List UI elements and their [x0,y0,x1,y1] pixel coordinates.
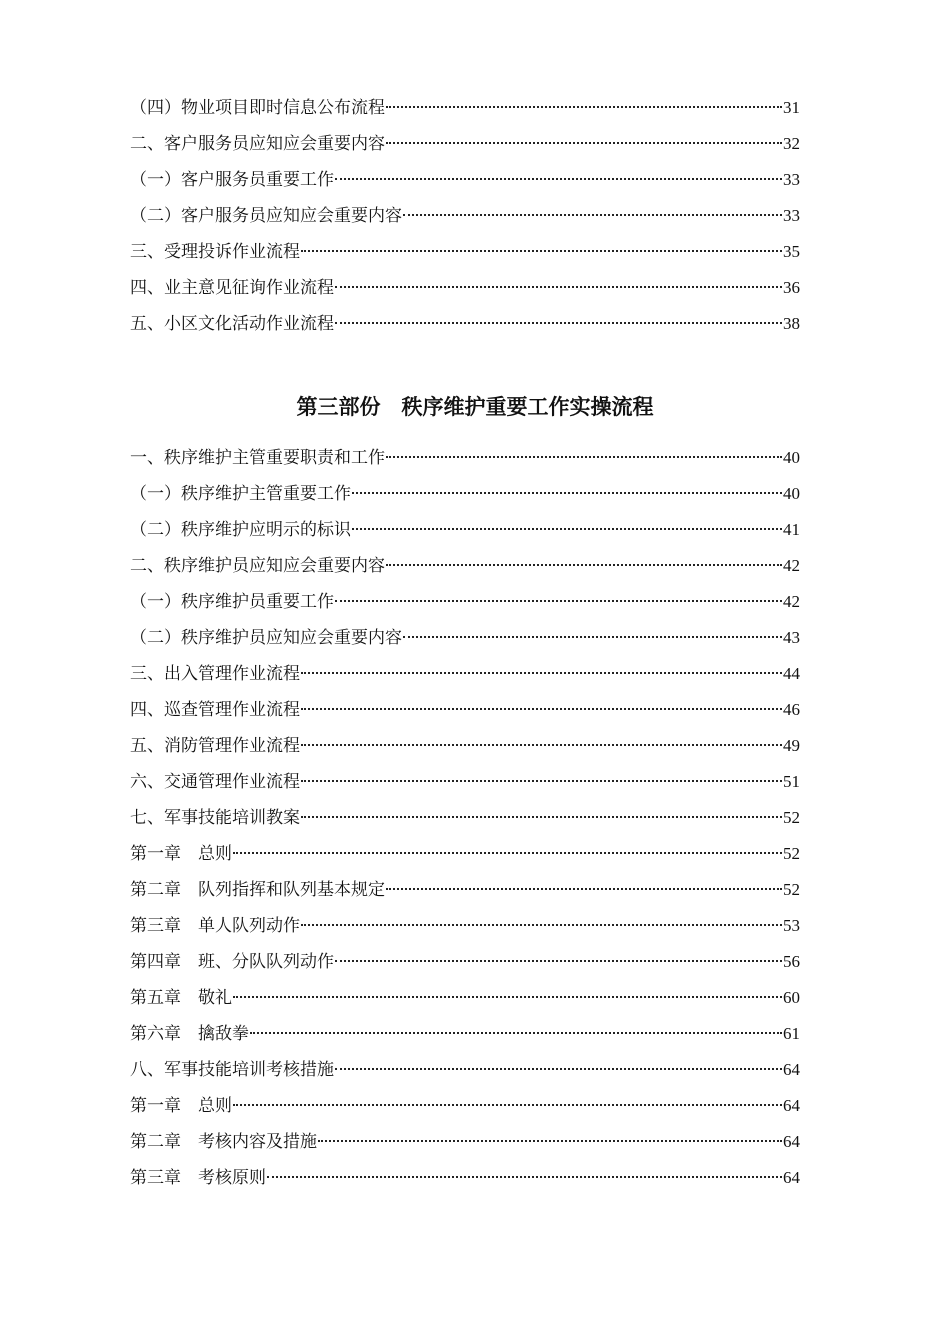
toc-entry-label: 二、客户服务员应知应会重要内容 [130,134,385,154]
toc-entry-label: 第二章 考核内容及措施 [130,1132,317,1152]
toc-entry-label: 一、秩序维护主管重要职责和工作 [130,448,385,468]
toc-entry-page-number: 64 [783,1168,800,1187]
toc-dot-leader [301,780,782,782]
toc-dot-leader [386,106,782,108]
toc-entry-page-number: 46 [783,700,800,719]
toc-entry[interactable] [130,1088,800,1124]
toc-entry[interactable] [130,198,800,234]
toc-entry-page-number: 42 [783,556,800,575]
toc-entry[interactable] [130,764,800,800]
toc-dot-leader [318,1140,782,1142]
toc-entry-label: 四、业主意见征询作业流程 [130,278,334,298]
toc-dot-leader [386,564,782,566]
toc-entry-page-number: 52 [783,844,800,863]
toc-entry-page-number: 61 [783,1024,800,1043]
toc-entry-label: 第一章 总则 [130,844,232,864]
toc-entry-page-number: 56 [783,952,800,971]
toc-dot-leader [233,1104,782,1106]
toc-entry[interactable] [130,1052,800,1088]
toc-entry[interactable] [130,980,800,1016]
toc-entry-page-number: 53 [783,916,800,935]
toc-entry-page-number: 42 [783,592,800,611]
toc-entry-label: （一）客户服务员重要工作 [130,170,334,190]
toc-entry[interactable] [130,908,800,944]
toc-entry[interactable] [130,162,800,198]
toc-dot-leader [335,322,782,324]
toc-entry[interactable] [130,476,800,512]
toc-entry-label: （一）秩序维护员重要工作 [130,592,334,612]
toc-entry-label: 第一章 总则 [130,1096,232,1116]
toc-dot-leader [352,528,782,530]
toc-entry-page-number: 40 [783,448,800,467]
toc-dot-leader [267,1176,782,1178]
toc-entry-page-number: 38 [783,314,800,333]
toc-entry-label: 第三章 考核原则 [130,1168,266,1188]
toc-entry-page-number: 33 [783,206,800,225]
toc-dot-leader [301,924,782,926]
toc-entry-label: 六、交通管理作业流程 [130,772,300,792]
toc-entry-page-number: 60 [783,988,800,1007]
toc-entry-page-number: 31 [783,98,800,117]
toc-entry-label: （二）秩序维护应明示的标识 [130,520,351,540]
toc-entry-page-number: 41 [783,520,800,539]
toc-dot-leader [301,816,782,818]
toc-entry-page-number: 36 [783,278,800,297]
toc-list-part-two-continued [130,90,800,342]
toc-entry-page-number: 51 [783,772,800,791]
toc-entry-label: 四、巡查管理作业流程 [130,700,300,720]
toc-dot-leader [386,888,782,890]
toc-entry-label: （二）秩序维护员应知应会重要内容 [130,628,402,648]
section-title: 第三部份 秩序维护重要工作实操流程 [296,395,654,419]
toc-entry-label: 八、军事技能培训考核措施 [130,1060,334,1080]
toc-entry-label: 五、消防管理作业流程 [130,736,300,756]
toc-entry[interactable] [130,548,800,584]
toc-entry-label: 第二章 队列指挥和队列基本规定 [130,880,385,900]
toc-entry-label: 七、军事技能培训教案 [130,808,300,828]
toc-dot-leader [301,708,782,710]
toc-dot-leader [335,178,782,180]
toc-entry-label: 三、受理投诉作业流程 [130,242,300,262]
toc-dot-leader [233,852,782,854]
toc-entry[interactable] [130,656,800,692]
toc-dot-leader [301,250,782,252]
toc-entry-page-number: 52 [783,880,800,899]
toc-dot-leader [403,214,782,216]
toc-entry[interactable] [130,872,800,908]
toc-entry-page-number: 52 [783,808,800,827]
toc-entry-label: 第六章 擒敌拳 [130,1024,249,1044]
toc-dot-leader [250,1032,782,1034]
toc-entry[interactable] [130,306,800,342]
toc-dot-leader [335,960,782,962]
toc-entry-page-number: 64 [783,1096,800,1115]
toc-entry-page-number: 43 [783,628,800,647]
toc-entry[interactable] [130,512,800,548]
toc-entry[interactable] [130,270,800,306]
toc-dot-leader [403,636,782,638]
toc-entry-page-number: 44 [783,664,800,683]
toc-list-part-three [130,440,800,1196]
toc-entry[interactable] [130,1160,800,1196]
toc-entry-label: 第四章 班、分队队列动作 [130,952,334,972]
toc-dot-leader [335,600,782,602]
toc-entry-page-number: 49 [783,736,800,755]
toc-entry-label: （四）物业项目即时信息公布流程 [130,98,385,118]
toc-dot-leader [335,1068,782,1070]
toc-entry-label: 五、小区文化活动作业流程 [130,314,334,334]
toc-entry-page-number: 64 [783,1132,800,1151]
toc-entry[interactable] [130,234,800,270]
toc-entry[interactable] [130,1016,800,1052]
toc-entry-page-number: 35 [783,242,800,261]
toc-dot-leader [352,492,782,494]
toc-entry[interactable] [130,728,800,764]
toc-entry[interactable] [130,126,800,162]
toc-dot-leader [301,744,782,746]
toc-entry-page-number: 32 [783,134,800,153]
toc-dot-leader [301,672,782,674]
toc-entry-label: 第三章 单人队列动作 [130,916,300,936]
toc-entry[interactable] [130,620,800,656]
toc-entry-page-number: 40 [783,484,800,503]
toc-entry[interactable] [130,584,800,620]
toc-entry[interactable] [130,800,800,836]
toc-entry-label: 二、秩序维护员应知应会重要内容 [130,556,385,576]
toc-entry-page-number: 64 [783,1060,800,1079]
toc-entry-label: （一）秩序维护主管重要工作 [130,484,351,504]
toc-entry[interactable] [130,440,800,476]
toc-entry-label: （二）客户服务员应知应会重要内容 [130,206,402,226]
toc-entry-label: 第五章 敬礼 [130,988,232,1008]
toc-entry[interactable] [130,90,800,126]
toc-entry-page-number: 33 [783,170,800,189]
toc-entry-label: 三、出入管理作业流程 [130,664,300,684]
toc-dot-leader [233,996,782,998]
toc-dot-leader [386,142,782,144]
toc-entry[interactable] [130,692,800,728]
toc-entry[interactable] [130,1124,800,1160]
toc-entry[interactable] [130,944,800,980]
toc-entry[interactable] [130,836,800,872]
toc-dot-leader [335,286,782,288]
toc-dot-leader [386,456,782,458]
